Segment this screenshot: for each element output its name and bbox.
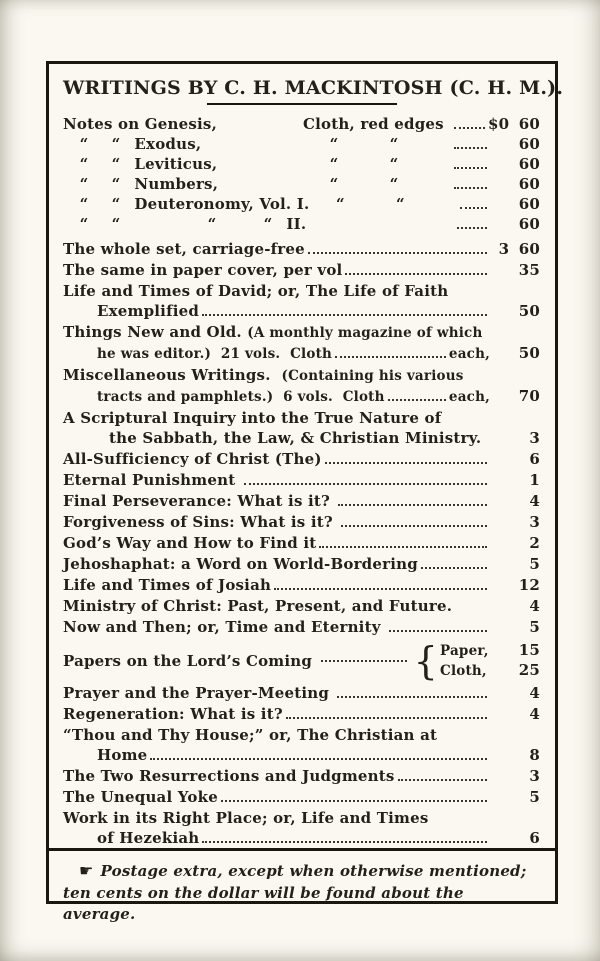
book-title: Now and Then; or, Time and Eternity bbox=[63, 618, 387, 636]
book-title: “Thou and Thy House;” or, The Christian at bbox=[63, 726, 438, 744]
catalog-row bbox=[63, 683, 540, 703]
catalog-row bbox=[63, 828, 540, 848]
dot-leader bbox=[454, 147, 487, 149]
book-title: Life and Times of David; or, The Life of Faith bbox=[63, 282, 449, 300]
price-value: 6 bbox=[529, 450, 540, 468]
title-underline bbox=[207, 103, 397, 105]
book-title: Things New and Old. bbox=[63, 323, 248, 341]
catalog-row bbox=[63, 787, 540, 807]
ditto-mark: “ bbox=[396, 195, 405, 213]
title-cell bbox=[63, 174, 303, 194]
price-value: 5 bbox=[529, 618, 540, 636]
binding-option bbox=[440, 661, 540, 681]
dot-leader bbox=[221, 800, 487, 802]
book-title: The Unequal Yoke bbox=[63, 788, 218, 806]
dot-leader bbox=[321, 660, 407, 662]
dot-leader bbox=[345, 273, 487, 275]
catalog-entry bbox=[63, 322, 540, 364]
book-title: Ministry of Christ: Past, Present, and Future. bbox=[63, 597, 453, 615]
dot-leader bbox=[202, 314, 487, 316]
book-title: Work in its Right Place; or, Life and Times bbox=[63, 809, 429, 827]
dot-leader bbox=[319, 546, 487, 548]
dot-leader bbox=[421, 567, 487, 569]
title-cell bbox=[63, 214, 306, 234]
catalog-row bbox=[63, 533, 540, 553]
dot-leader bbox=[308, 252, 487, 254]
catalog-entry bbox=[63, 470, 540, 490]
catalog-entry bbox=[63, 704, 540, 724]
catalog-entry bbox=[63, 683, 540, 703]
price-value: $0 60 bbox=[488, 115, 540, 133]
dot-leader bbox=[274, 588, 487, 590]
book-title: All-Sufficiency of Christ (The) bbox=[63, 450, 322, 468]
binding-cell bbox=[303, 154, 451, 174]
book-title: A Scriptural Inquiry into the True Nature of bbox=[63, 409, 442, 427]
price-value: 35 bbox=[518, 261, 540, 279]
catalog-entry bbox=[63, 260, 540, 280]
catalog-entry bbox=[63, 408, 540, 448]
page-title: WRITINGS BY C. H. MACKINTOSH (C. H. M.). bbox=[63, 77, 564, 99]
catalog-entry bbox=[63, 365, 540, 407]
book-title: the Sabbath, the Law, & Christian Ministry. bbox=[109, 429, 482, 447]
catalog-row bbox=[63, 554, 540, 574]
price-value: 3 bbox=[529, 429, 540, 447]
catalog-row bbox=[63, 617, 540, 637]
price-value: 4 bbox=[529, 684, 540, 702]
price-value: 60 bbox=[518, 215, 540, 233]
catalog-content bbox=[49, 64, 564, 848]
dot-leader bbox=[335, 356, 446, 358]
dot-leader bbox=[460, 207, 487, 209]
catalog-row bbox=[63, 114, 540, 134]
price-value: 4 bbox=[529, 492, 540, 510]
dot-leader bbox=[388, 399, 446, 401]
book-title: Prayer and the Prayer-Meeting bbox=[63, 684, 335, 702]
price-value: 60 bbox=[518, 195, 540, 213]
manicule-icon: ☛ bbox=[79, 861, 94, 880]
price-value: 3 60 bbox=[498, 240, 540, 258]
dot-leader bbox=[150, 758, 487, 760]
catalog-entry bbox=[63, 449, 540, 469]
catalog-row bbox=[63, 281, 540, 301]
postage-text-content: Postage extra, except when otherwise mentioned; ten cents on the dollar will be found about the average. bbox=[63, 862, 527, 923]
price-value: 70 bbox=[518, 387, 540, 405]
catalog-entry bbox=[63, 575, 540, 595]
book-title: Home bbox=[97, 746, 148, 764]
catalog-row bbox=[63, 512, 540, 532]
price-value: 25 bbox=[518, 661, 540, 679]
ditto-mark: “ bbox=[207, 215, 217, 233]
catalog-entry bbox=[63, 491, 540, 511]
book-title: Exodus, bbox=[129, 135, 202, 153]
catalog-row bbox=[63, 808, 540, 828]
title-cell bbox=[63, 134, 303, 154]
binding-option bbox=[440, 641, 540, 661]
ditto-mark: “ bbox=[389, 135, 399, 153]
title-cell bbox=[63, 114, 303, 134]
title-cell bbox=[63, 154, 303, 174]
ditto-mark: “ bbox=[329, 155, 339, 173]
catalog-row bbox=[63, 194, 540, 214]
price-value: 12 bbox=[518, 576, 540, 594]
ditto-mark: “ bbox=[79, 175, 89, 193]
catalog-entry bbox=[63, 617, 540, 637]
catalog-row bbox=[63, 704, 540, 724]
catalog-row bbox=[63, 322, 540, 343]
catalog-row bbox=[63, 408, 540, 428]
dot-leader bbox=[454, 127, 485, 129]
book-title: (Containing his various bbox=[281, 368, 464, 384]
binding-label: Cloth, red edges bbox=[303, 115, 444, 133]
book-title: tracts and pamphlets.) 6 vols. Cloth bbox=[97, 389, 385, 405]
book-title: Final Perseverance: What is it? bbox=[63, 492, 336, 510]
dot-leader bbox=[398, 779, 487, 781]
dot-leader bbox=[325, 462, 487, 464]
book-title: Eternal Punishment bbox=[63, 471, 241, 489]
ditto-mark: “ bbox=[111, 175, 121, 193]
catalog-row bbox=[63, 260, 540, 280]
page-border-frame bbox=[46, 61, 564, 923]
book-title: II. bbox=[281, 215, 307, 233]
book-title: The same in paper cover, per vol bbox=[63, 261, 343, 279]
price-value: 2 bbox=[529, 534, 540, 552]
catalog-row bbox=[63, 766, 540, 786]
catalog-entry bbox=[63, 281, 540, 321]
each-label: each, bbox=[448, 346, 490, 362]
book-title: Forgiveness of Sins: What is it? bbox=[63, 513, 339, 531]
binding-cell bbox=[309, 194, 457, 214]
book-list bbox=[63, 114, 540, 848]
ditto-mark: “ bbox=[329, 175, 339, 193]
book-title: Notes on Genesis, bbox=[63, 115, 218, 133]
catalog-row bbox=[63, 214, 540, 234]
dot-leader bbox=[338, 504, 487, 506]
price-value: 60 bbox=[518, 155, 540, 173]
catalog-entry bbox=[63, 512, 540, 532]
catalog-row bbox=[63, 134, 540, 154]
ditto-mark: “ bbox=[336, 195, 345, 213]
price-value: 60 bbox=[518, 135, 540, 153]
catalog-entry bbox=[63, 596, 540, 616]
ditto-mark: “ bbox=[111, 135, 121, 153]
price-value: 60 bbox=[518, 175, 540, 193]
catalog-row bbox=[63, 449, 540, 469]
catalog-row bbox=[63, 470, 540, 490]
ditto-mark: “ bbox=[79, 155, 89, 173]
binding-cell bbox=[303, 174, 451, 194]
price-value: 50 bbox=[518, 302, 540, 320]
book-title: Papers on the Lord’s Coming bbox=[63, 652, 318, 670]
ditto-mark: “ bbox=[111, 195, 121, 213]
price-value: 5 bbox=[529, 555, 540, 573]
book-title: Deuteronomy, Vol. I. bbox=[129, 195, 310, 213]
dot-leader bbox=[457, 227, 487, 229]
catalog-row bbox=[63, 154, 540, 174]
book-title: Jehoshaphat: a Word on World-Bordering bbox=[63, 555, 418, 573]
book-title: of Hezekiah bbox=[97, 829, 200, 847]
each-label: each, bbox=[448, 389, 490, 405]
binding-label: Paper, bbox=[440, 643, 489, 659]
catalog-entry bbox=[63, 554, 540, 574]
catalog-row bbox=[63, 745, 540, 765]
price-value: 4 bbox=[529, 705, 540, 723]
catalog-row bbox=[63, 301, 540, 321]
catalog-row bbox=[63, 239, 540, 259]
dot-leader bbox=[454, 187, 487, 189]
price-value: 6 bbox=[529, 829, 540, 847]
dot-leader bbox=[337, 696, 487, 698]
catalog-entry bbox=[63, 533, 540, 553]
book-title: God’s Way and How to Find it bbox=[63, 534, 317, 552]
catalog-row bbox=[63, 343, 540, 364]
postage-text bbox=[63, 860, 539, 926]
dot-leader bbox=[389, 630, 487, 632]
book-title: Leviticus, bbox=[129, 155, 218, 173]
catalog-row bbox=[63, 386, 540, 407]
dot-leader bbox=[244, 483, 487, 485]
title-cell bbox=[63, 194, 309, 214]
ditto-mark: “ bbox=[79, 135, 89, 153]
price-value: 1 bbox=[529, 471, 540, 489]
price-value: 5 bbox=[529, 788, 540, 806]
ditto-mark: “ bbox=[263, 215, 273, 233]
dot-leader bbox=[454, 167, 487, 169]
catalog-entry bbox=[63, 787, 540, 807]
postage-note bbox=[49, 848, 555, 935]
catalog-row bbox=[63, 428, 540, 448]
catalog-row bbox=[63, 596, 540, 616]
book-title: Exemplified bbox=[97, 302, 200, 320]
catalog-row bbox=[63, 725, 540, 745]
price-value: 4 bbox=[529, 597, 540, 615]
ditto-mark: “ bbox=[79, 195, 89, 213]
ditto-mark: “ bbox=[111, 215, 121, 233]
ditto-mark: “ bbox=[389, 175, 399, 193]
binding-cell bbox=[303, 114, 451, 134]
binding-cell bbox=[303, 134, 451, 154]
catalog-row bbox=[63, 365, 540, 386]
price-value: 3 bbox=[529, 767, 540, 785]
book-title: Regeneration: What is it? bbox=[63, 705, 283, 723]
price-value: 50 bbox=[518, 344, 540, 362]
ditto-mark: “ bbox=[79, 215, 89, 233]
binding-label: Cloth, bbox=[440, 663, 487, 679]
dot-leader bbox=[286, 717, 487, 719]
price-value: 15 bbox=[518, 641, 540, 659]
ditto-mark: “ bbox=[111, 155, 121, 173]
catalog-row bbox=[63, 491, 540, 511]
book-title: The Two Resurrections and Judgments bbox=[63, 767, 395, 785]
book-title: he was editor.) 21 vols. Cloth bbox=[97, 346, 333, 362]
ditto-mark: “ bbox=[329, 135, 339, 153]
catalog-entry bbox=[63, 766, 540, 786]
dot-leader bbox=[202, 841, 487, 843]
book-title: Miscellaneous Writings. bbox=[63, 366, 282, 384]
catalog-row bbox=[63, 575, 540, 595]
price-value: 8 bbox=[529, 746, 540, 764]
dot-leader bbox=[341, 525, 487, 527]
book-title: (A monthly magazine of which bbox=[247, 325, 483, 341]
binding-options bbox=[440, 641, 540, 681]
catalog-entry bbox=[63, 725, 540, 765]
book-title: Life and Times of Josiah bbox=[63, 576, 272, 594]
catalog-entry bbox=[63, 808, 540, 848]
catalog-row bbox=[63, 640, 540, 682]
brace-glyph: { bbox=[413, 639, 438, 683]
ditto-mark: “ bbox=[389, 155, 399, 173]
book-title: Numbers, bbox=[129, 175, 219, 193]
catalog-entry bbox=[63, 239, 540, 259]
catalog-row bbox=[63, 174, 540, 194]
price-value: 3 bbox=[529, 513, 540, 531]
book-title: The whole set, carriage-free bbox=[63, 240, 305, 258]
